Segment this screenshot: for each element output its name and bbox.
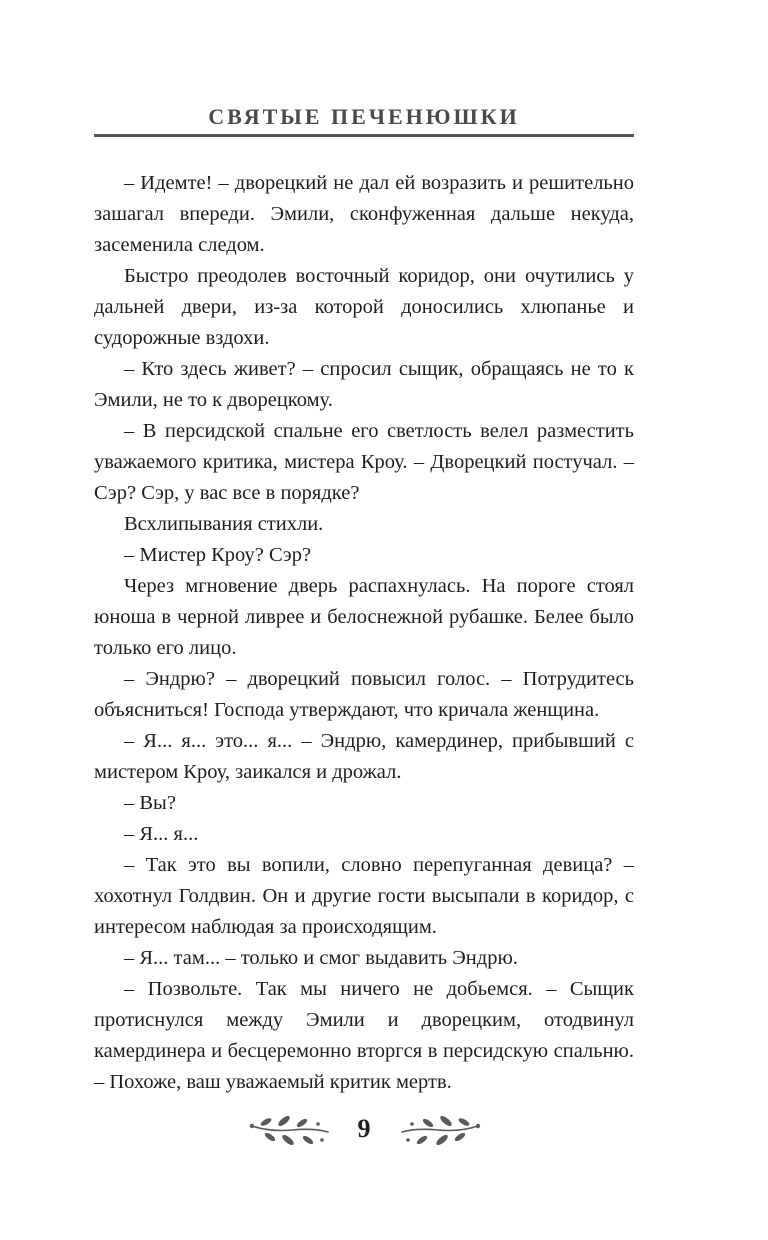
paragraph: – Идемте! – дворецкий не дал ей возразить и решительно зашагал впереди. Эмили, сконфуженная дальше некуда, засеменила следом. xyxy=(94,172,634,256)
header-rule xyxy=(94,134,634,137)
paragraph: – В персидской спальне его светлость велел разместить уважаемого критика, мистера Кроу. – Дворецкий постучал. – Сэр? Сэр, у вас все в порядке? xyxy=(94,420,634,504)
paragraph: – Вы? xyxy=(124,792,176,814)
page-number: 9 xyxy=(357,1114,371,1143)
leaf-branch-ornament-icon xyxy=(400,1110,482,1150)
paragraph: – Мистер Кроу? Сэр? xyxy=(124,544,312,566)
paragraph: – Я... я... это... я... – Эндрю, камердинер, прибывший с мистером Кроу, заикался и дрожал. xyxy=(94,730,634,783)
paragraph: – Кто здесь живет? – спросил сыщик, обращаясь не то к Эмили, не то к дворецкому. xyxy=(94,358,634,411)
paragraph: Всхлипывания стихли. xyxy=(124,513,324,535)
paragraph: – Так это вы вопили, словно перепуганная девица? – хохотнул Голдвин. Он и другие гости высыпали в коридор, с интересом наблюдая за происходящим. xyxy=(94,854,634,938)
leaf-branch-ornament-icon xyxy=(248,1110,330,1150)
paragraph: – Позвольте. Так мы ничего не добьемся. – Сыщик протиснулся между Эмили и дворецким, отодвинул камердинера и бесцеремонно вторгся в персидскую спальню. – Похоже, ваш уважаемый критик мертв. xyxy=(94,978,634,1093)
running-title: СВЯТЫЕ ПЕЧЕНЮШКИ xyxy=(208,104,520,129)
paragraph: – Эндрю? – дворецкий повысил голос. – Потрудитесь объясниться! Господа утверждают, что кричала женщина. xyxy=(94,668,634,721)
paragraph: – Я... там... – только и смог выдавить Эндрю. xyxy=(124,947,518,969)
page-footer xyxy=(0,1108,768,1152)
paragraph: Быстро преодолев восточный коридор, они очутились у дальней двери, из-за которой доносились хлюпанье и судорожные вздохи. xyxy=(94,265,634,349)
paragraph: – Я... я... xyxy=(124,823,199,845)
body-text xyxy=(94,168,634,1098)
paragraph: Через мгновение дверь распахнулась. На пороге стоял юноша в черной ливрее и белоснежной рубашке. Белее было только его лицо. xyxy=(94,575,634,659)
